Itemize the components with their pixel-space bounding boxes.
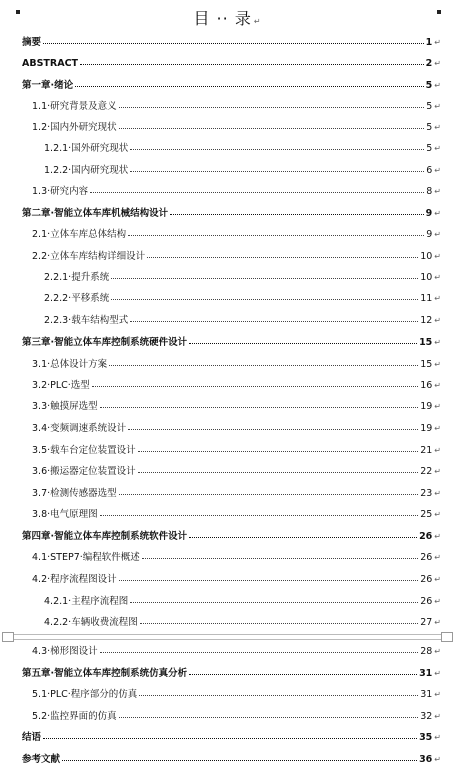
toc-entry-label: 4.3·梯形图设计 [32,646,98,657]
toc-dot-leader [130,593,418,603]
toc-dot-leader [92,377,418,387]
toc-page-number: 28 [420,646,433,657]
paragraph-mark-icon: ↵ [434,338,441,347]
paragraph-mark-icon: ↵ [434,252,441,261]
toc-entry-label: 3.2·PLC·选型 [32,380,90,391]
toc-dot-leader [111,269,418,279]
toc-entry-label: 2.1·立体车库总体结构 [32,229,127,240]
toc-entry-line [22,752,441,767]
toc-entry-line [32,399,441,414]
toc-page-number: 1 [425,37,433,48]
paragraph-mark-icon: ↵ [434,123,441,132]
toc-dot-leader [128,420,418,430]
toc-entry-label: 2.2.1·提升系统 [44,272,110,283]
paragraph-mark-icon: ↵ [434,187,441,196]
toc-entry-label: 3.5·载车台定位装置设计 [32,445,136,456]
toc-page-number: 22 [420,466,433,477]
toc-entry-label: 1.2·国内外研究现状 [32,122,117,133]
toc-entry[interactable] [0,421,455,435]
toc-dot-leader [138,442,419,452]
toc-dot-leader [75,77,424,87]
paragraph-mark-icon: ↵ [434,38,441,47]
toc-entry-line [44,291,441,306]
toc-entry-line [22,206,441,221]
toc-entry[interactable] [0,120,455,134]
toc-entry-label: 1.2.1·国外研究现状 [44,143,129,154]
paragraph-mark-icon: ↵ [434,446,441,455]
paragraph-mark-icon: ↵ [434,553,441,562]
toc-dot-leader [189,334,417,344]
toc-page-number: 27 [420,617,433,628]
toc-page-number: 6 [426,165,433,176]
toc-dot-leader [139,686,418,696]
toc-dot-leader [130,140,424,150]
paragraph-mark-icon: ↵ [434,166,441,175]
paragraph-mark-icon: ↵ [434,230,441,239]
toc-page-number: 26 [419,531,433,542]
toc-entry-line [32,99,441,114]
toc-page-number: 10 [420,272,433,283]
toc-entry-label: 4.2.1·主程序流程图 [44,596,129,607]
paragraph-mark-icon: ↵ [434,733,441,742]
toc-dot-leader [130,162,424,172]
toc-entry-line [32,644,441,659]
toc-entry-line [32,227,441,242]
toc-entry-label: 5.1·PLC·程序部分的仿真 [32,689,138,700]
toc-dot-leader [100,506,419,516]
toc-entry[interactable] [0,270,455,284]
toc-entry[interactable] [0,709,455,723]
title-text: 目 ·· 录 [193,9,252,28]
toc-entry[interactable] [0,56,455,70]
toc-entry[interactable] [0,357,455,371]
toc-entry[interactable] [0,335,455,349]
paragraph-mark-icon: ↵ [434,144,441,153]
toc-page-number: 31 [419,668,433,679]
toc-dot-leader [119,119,425,129]
toc-entry-label: ABSTRACT [22,58,79,69]
toc-entry-line [32,357,441,372]
page-break-line [10,634,445,635]
toc-entry[interactable] [0,594,455,608]
toc-entry-line [44,313,441,328]
toc-entry-label: 3.4·变频调速系统设计 [32,423,127,434]
page-break [0,632,455,642]
toc-entry-line [32,249,441,264]
toc-entry[interactable] [0,486,455,500]
paragraph-mark-icon: ↵ [434,467,441,476]
paragraph-mark-icon: ↵ [434,647,441,656]
paragraph-mark-icon: ↵ [434,755,441,764]
paragraph-mark-icon: ↵ [434,532,441,541]
paragraph-mark-icon: ↵ [434,402,441,411]
toc-dot-leader [142,549,418,559]
page-break-right-marker-icon [441,632,453,642]
toc-entry-label: 3.1·总体设计方案 [32,359,108,370]
toc-entry[interactable] [0,313,455,327]
toc-entry[interactable] [0,507,455,521]
toc-entry-line [32,486,441,501]
toc-dot-leader [119,708,419,718]
toc-entry-line [32,421,441,436]
toc-dot-leader [138,463,419,473]
paragraph-mark-icon: ↵ [434,381,441,390]
toc-page-number: 2 [425,58,433,69]
toc-entry[interactable] [0,163,455,177]
toc-entry-label: 3.6·搬运器定位装置设计 [32,466,136,477]
toc-entry[interactable] [0,687,455,701]
toc-entry-line [44,594,441,609]
toc-entry[interactable] [0,464,455,478]
toc-entry[interactable] [0,615,455,629]
toc-dot-leader [111,290,418,300]
paragraph-mark-icon: ↵ [434,712,441,721]
toc-entry-label: 5.2·监控界面的仿真 [32,711,117,722]
paragraph-mark-icon: ↵ [434,669,441,678]
page-break-line [10,639,445,640]
toc-entry[interactable] [0,35,455,49]
toc-page-number: 11 [420,293,433,304]
toc-entry-line [22,78,441,93]
toc-dot-leader [189,528,417,538]
toc-dot-leader [189,665,417,675]
paragraph-mark-icon: ↵ [434,81,441,90]
toc-entry-line [32,709,441,724]
paragraph-mark-icon: ↵ [434,510,441,519]
paragraph-mark-icon: ↵ [434,209,441,218]
toc-page-number: 5 [426,122,433,133]
toc-entry-line [32,687,441,702]
toc-entry-label: 4.2.2·车辆收费流程图 [44,617,138,628]
paragraph-mark-icon: ↵ [434,597,441,606]
toc-entry-label: 1.2.2·国内研究现状 [44,165,129,176]
toc-dot-leader [119,485,419,495]
paragraph-mark-icon: ↵ [434,618,441,627]
toc-dot-leader [100,643,419,653]
toc-dot-leader [43,729,417,739]
toc-entry[interactable] [0,443,455,457]
paragraph-mark-icon: ↵ [434,273,441,282]
toc-entry-line [32,572,441,587]
toc-entry[interactable] [0,184,455,198]
toc-dot-leader [109,356,418,366]
paragraph-mark-icon: ↵ [434,316,441,325]
toc-page-number: 31 [420,689,433,700]
toc-entry-line [32,443,441,458]
paragraph-mark-icon: ↵ [253,17,262,26]
toc-entry[interactable] [0,78,455,92]
toc-entry-line [22,730,441,745]
toc-entry[interactable] [0,730,455,744]
toc-page-number: 36 [419,754,433,765]
paragraph-mark-icon: ↵ [434,690,441,699]
toc-page-number: 26 [420,552,433,563]
toc-entry[interactable] [0,550,455,564]
toc-dot-leader [62,751,417,761]
toc-entry[interactable] [0,399,455,413]
toc-entry-label: 4.1·STEP7·编程软件概述 [32,552,140,563]
toc-entry-line [32,184,441,199]
toc-entry-label: 4.2·程序流程图设计 [32,574,117,585]
toc-entry-label: 3.3·触摸屏选型 [32,401,98,412]
toc-page-number: 15 [420,359,433,370]
toc-entry-label: 第二章·智能立体车库机械结构设计 [22,208,169,219]
toc-dot-leader [119,571,419,581]
toc-page-number: 26 [420,574,433,585]
toc-entry-label: 第五章·智能立体车库控制系统仿真分析 [22,668,188,679]
toc-entry-line [44,615,441,630]
toc-entry-label: 2.2.3·载车结构型式 [44,315,129,326]
toc-entry[interactable] [0,666,455,680]
toc-entry[interactable] [0,206,455,220]
toc-entry-line [32,507,441,522]
toc-page-number: 5 [426,143,433,154]
toc-dot-leader [128,226,424,236]
toc-dot-leader [80,55,424,65]
toc-entry-label: 第四章·智能立体车库控制系统软件设计 [22,531,188,542]
toc-entry-label: 第三章·智能立体车库控制系统硬件设计 [22,337,188,348]
toc-page-number: 10 [420,251,433,262]
toc-page-number: 23 [420,488,433,499]
toc-entry[interactable] [0,141,455,155]
toc-entry-label: 2.2·立体车库结构详细设计 [32,251,146,262]
toc-dot-leader [90,183,424,193]
toc-page-number: 19 [420,423,433,434]
toc-entry-line [22,35,441,50]
toc-page-number: 5 [425,80,433,91]
toc-page-number: 26 [420,596,433,607]
toc-page-number: 32 [420,711,433,722]
toc-entry-line [32,550,441,565]
toc-page-number: 9 [426,229,433,240]
toc-entry[interactable] [0,291,455,305]
toc-entry-label: 1.1·研究背景及意义 [32,101,117,112]
toc-dot-leader [147,248,418,258]
toc-entry-label: 3.8·电气原理图 [32,509,98,520]
toc-entry[interactable] [0,378,455,392]
toc-entry-line [44,270,441,285]
toc-page-number: 8 [426,186,433,197]
paragraph-mark-icon: ↵ [434,489,441,498]
toc-entry-line [32,464,441,479]
toc-entry-line [44,163,441,178]
toc-entry[interactable] [0,644,455,658]
toc-dot-leader [130,312,418,322]
paragraph-mark-icon: ↵ [434,424,441,433]
toc-dot-leader [140,614,419,624]
toc-dot-leader [43,34,424,44]
paragraph-mark-icon: ↵ [434,575,441,584]
page-break-left-marker-icon [2,632,14,642]
toc-entry[interactable] [0,249,455,263]
toc-entry[interactable] [0,572,455,586]
toc-entry[interactable] [0,529,455,543]
toc-page-number: 19 [420,401,433,412]
toc-dot-leader [100,398,419,408]
toc-page-number: 21 [420,445,433,456]
paragraph-mark-icon: ↵ [434,360,441,369]
toc-entry-label: 结语 [22,732,42,743]
toc-page-number: 35 [419,732,433,743]
toc-dot-leader [119,98,425,108]
toc-page-number: 25 [420,509,433,520]
toc-entry-label: 1.3·研究内容 [32,186,89,197]
toc-entry-line [32,120,441,135]
toc-page-number: 16 [420,380,433,391]
paragraph-mark-icon: ↵ [434,102,441,111]
paragraph-mark-icon: ↵ [434,59,441,68]
toc-entry-label: 参考文献 [22,754,61,765]
toc-entry-label: 3.7·检测传感器选型 [32,488,117,499]
toc-entry[interactable] [0,752,455,766]
toc-entry-label: 第一章·绪论 [22,80,74,91]
toc-page-number: 15 [419,337,433,348]
toc-entry[interactable] [0,99,455,113]
toc-page-number: 5 [426,101,433,112]
toc-entry-label: 2.2.2·平移系统 [44,293,110,304]
toc-dot-leader [170,205,424,215]
toc-entry[interactable] [0,227,455,241]
toc-entry-line [22,335,441,350]
page-title [0,6,455,29]
toc-entry-line [22,666,441,681]
toc-entry-line [22,56,441,71]
toc-entry-label: 摘要 [22,37,42,48]
toc-entry-line [32,378,441,393]
toc-entry-line [44,141,441,156]
paragraph-mark-icon: ↵ [434,294,441,303]
toc-entry-line [22,529,441,544]
toc-page-number: 9 [425,208,433,219]
toc-page-number: 12 [420,315,433,326]
